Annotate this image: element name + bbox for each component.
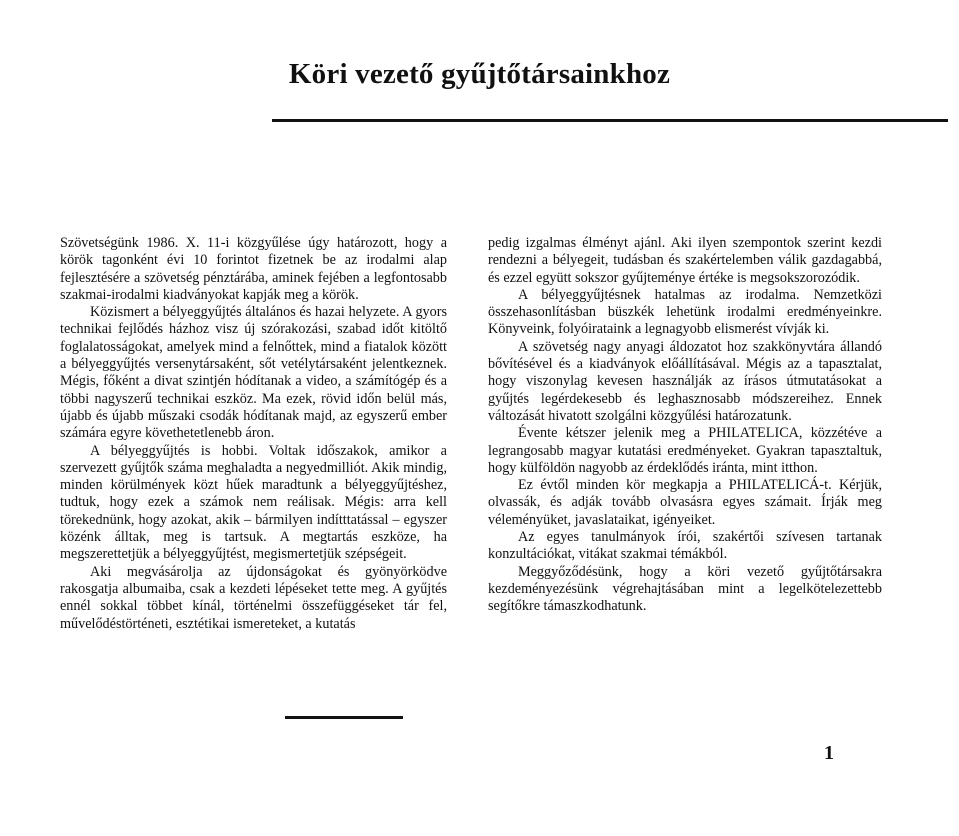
left-paragraph-2: Közismert a bélyeggyűjtés általános és hazai helyzete. A gyors technikai fejlődés házhoz visz új szórakozási, szabad időt kitöltő foglalatosságokat, amelyek mind a felnőttek, mind a fiatalok között a bélyeggyűjtés versenytársaként, sőt vetélytársaként jelentkeznek. Mégis, főként a divat szintjén hódítanak a video, a számítógép és a többi nagyszerű technikai eszköz. Ma ezek, rövid időn belül más, újabb és újabb műszaki csodák hódítanak majd, az egyszerű ember számára egyre követhetetlenebb áron. <box>60 304 447 442</box>
left-paragraph-4: Aki megvásárolja az újdonságokat és gyönyörködve rakosgatja albumaiba, csak a kezdeti lépéseket tette meg. A gyűjtés ennél sokkal többet kínál, történelmi összefüggéseket tár fel, művelődéstörténeti, esztétikai ismereteket, a kutatás <box>60 563 447 632</box>
bottom-rule <box>285 716 403 719</box>
right-paragraph-4: Évente kétszer jelenik meg a PHILATELICA, közzétéve a legrangosabb magyar kutatási eredményeket. Gyakran tapasztaltuk, hogy külföldön nagyobb az érdeklődés iránta, mint itthon. <box>488 425 882 476</box>
page-title: Köri vezető gyűjtőtársainkhoz <box>288 58 671 90</box>
left-paragraph-1: Szövetségünk 1986. X. 11-i közgyűlése úgy határozott, hogy a körök tagonként évi 10 forintot fizetnek be az irodalmi alap fejlesztésére a szövetség pénztárába, aminek fejében a legfontosabb szakmai-irodalmi kiadványokat kapják meg a körök. <box>60 235 447 303</box>
page-number: 1 <box>824 742 834 764</box>
title-rule <box>272 119 948 122</box>
right-paragraph-5: Ez évtől minden kör megkapja a PHILATELICÁ-t. Kérjük, olvassák, és adják tovább olvasásra egyes számait. Írják meg véleményüket, javaslataikat, igényeiket. <box>488 477 882 528</box>
right-paragraph-7: Meggyőződésünk, hogy a köri vezető gyűjtőtársakra kezdeményezésünk végrehajtásában mint a legelkötelezettebb segítőkre támaszkodhatunk. <box>488 563 882 615</box>
right-paragraph-1: pedig izgalmas élményt ajánl. Aki ilyen szempontok szerint kezdi rendezni a bélyegeit, tudásban és szakértelemben válik gazdagabbá, és ezzel együtt sokszor gyűjteménye értéke is megsokszorozódik. <box>488 235 882 286</box>
right-paragraph-6: Az egyes tanulmányok írói, szakértői szívesen tartanak konzultációkat, vitákat szakmai témákból. <box>488 529 882 563</box>
left-column <box>60 235 447 633</box>
right-paragraph-3: A szövetség nagy anyagi áldozatot hoz szakkönyvtára állandó bővítésével és a kiadványok előállításával. Mégis az a tapasztalat, hogy viszonylag kevesen használják az írásos útmutatásokat a gyűjtés legérdekesebb és leghasznosabb módszereihez. Ennek változását hivatott szolgálni közgyűlési határozatunk. <box>488 338 882 424</box>
right-column <box>488 235 882 616</box>
left-paragraph-3: A bélyeggyűjtés is hobbi. Voltak időszakok, amikor a szervezett gyűjtők száma meghaladta a negyedmilliót. Akik mindig, minden körülmények közt hűek maradtunk a bélyeggyűjtéshez, tudtuk, hogy ezek a számok nem reálisak. Mégis: arra kell törekednünk, hogy azokat, akik – bármilyen indítttatással – egyszer közénk álltak, meg is tartsuk. A megtartás eszköze, ha megszerettetjük a bélyeggyűjtést, megismertetjük szépségeit. <box>60 442 447 563</box>
right-paragraph-2: A bélyeggyűjtésnek hatalmas az irodalma. Nemzetközi összehasonlításban büszkék lehetünk irodalmi eredményeinkre. Könyveink, folyóirataink a legnagyobb elismerést vívják ki. <box>488 286 882 338</box>
